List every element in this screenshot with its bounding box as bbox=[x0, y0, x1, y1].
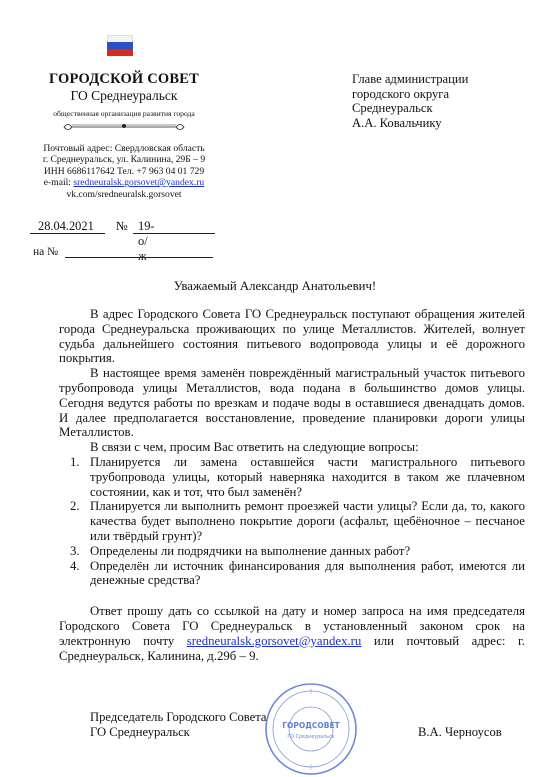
paragraph: В связи с чем, просим Вас ответить на следующие вопросы: bbox=[90, 440, 419, 455]
russian-flag-icon bbox=[107, 35, 133, 56]
org-description: общественная организация развития города bbox=[53, 109, 195, 118]
closing-paragraph: Ответ прошу дать со ссылкой на дату и номер запроса на имя председателя Городского Совета ГО Среднеуральск в установленный законом срок на электронную почту sredneuralsk.gorsovet@yandex.ru или почтовый адрес: г. Среднеуральск, Калинина, д.29б – 9. bbox=[59, 604, 525, 663]
question-item: 1. Планируется ли замена оставшейся части магистрального питьевого трубопровода улицы, который наверняка находится в таком же плачевном состоянии, как и тот, что был заменён? bbox=[70, 454, 525, 499]
questions-list bbox=[59, 455, 525, 588]
inn-phone: ИНН 6686117642 Тел. +7 963 04 01 729 bbox=[43, 165, 205, 177]
postal-address-label: Почтовый адрес: Свердловская область bbox=[43, 143, 205, 154]
org-title: ГОРОДСКОЙ СОВЕТ bbox=[48, 71, 200, 87]
org-subtitle: ГО Среднеуральск bbox=[70, 88, 178, 103]
vk-link: vk.com/sredneuralsk.gorsovet bbox=[66, 188, 182, 200]
outgoing-number: 19-о/ж bbox=[138, 219, 155, 263]
question-item: 2. Планируется ли выполнить ремонт проезжей части улицы? Если да, то, какого качества будет выполнено покрытие дороги (асфальт, щебёночное – песчаное или твёрдый грунт)? bbox=[70, 499, 525, 543]
addressee-block bbox=[352, 72, 468, 130]
question-item: 4. Определён ли источник финансирования для выполнения работ, имеются ли денежные средства? bbox=[70, 558, 525, 588]
date-underline bbox=[30, 233, 105, 234]
paragraph: В настоящее время заменён повреждённый магистральный участок питьевого трубопровода улицы Металлистов, вода подана в большинство домов улицы. Сегодня ведутся работы по врезкам и подаче воды в оставшиеся двенадцать домов. И далее предполагается восстановление, проведение планировки дороги улицы Металлистов. bbox=[59, 366, 525, 440]
addressee-line: Среднеуральск bbox=[352, 101, 433, 116]
reply-ref bbox=[33, 246, 58, 258]
org-contacts bbox=[26, 143, 222, 200]
position-line: ГО Среднеуральск bbox=[90, 724, 190, 739]
outgoing-date: 28.04.2021 bbox=[38, 219, 94, 233]
salutation: Уважаемый Александр Анатольевич! bbox=[173, 279, 377, 293]
organization-stamp bbox=[262, 682, 360, 777]
signature-position bbox=[90, 710, 267, 739]
reply-label: на № bbox=[33, 246, 59, 258]
addressee-line: Главе администрации bbox=[352, 72, 469, 86]
question-item: 3. Определены ли подрядчики на выполнение данных работ? bbox=[70, 543, 411, 558]
email-label: e-mail: bbox=[43, 177, 71, 189]
reply-underline bbox=[65, 257, 213, 258]
ornament-divider-icon bbox=[62, 121, 186, 133]
signatory-name: В.А. Черноусов bbox=[418, 725, 502, 739]
number-sign: № bbox=[116, 219, 128, 233]
position-line: Председатель Городского Совета bbox=[90, 710, 267, 724]
stamp-title: ГОРОДСОВЕТ bbox=[282, 721, 340, 730]
stamp-subtitle: ГО Среднеуральск bbox=[287, 735, 335, 740]
paragraph: В адрес Городского Совета ГО Среднеуральск поступают обращения жителей города Среднеуральска проживающих по улице Металлистов. Жителей, волнует судьба дальнейшего состояния питьевого водопровода улицы и её дорожного покрытия. bbox=[59, 307, 525, 366]
closing-email-link[interactable]: sredneuralsk.gorsovet@yandex.ru bbox=[186, 633, 362, 648]
postal-address: г. Среднеуральск, ул. Калинина, 29Б – 9 bbox=[42, 154, 206, 166]
number-underline bbox=[133, 233, 215, 234]
email-link[interactable]: sredneuralsk.gorsovet@yandex.ru bbox=[73, 177, 205, 189]
addressee-name: А.А. Ковальчику bbox=[352, 115, 442, 130]
email-line bbox=[26, 177, 222, 188]
letter-body bbox=[59, 307, 525, 663]
addressee-line: городского округа bbox=[352, 86, 450, 101]
